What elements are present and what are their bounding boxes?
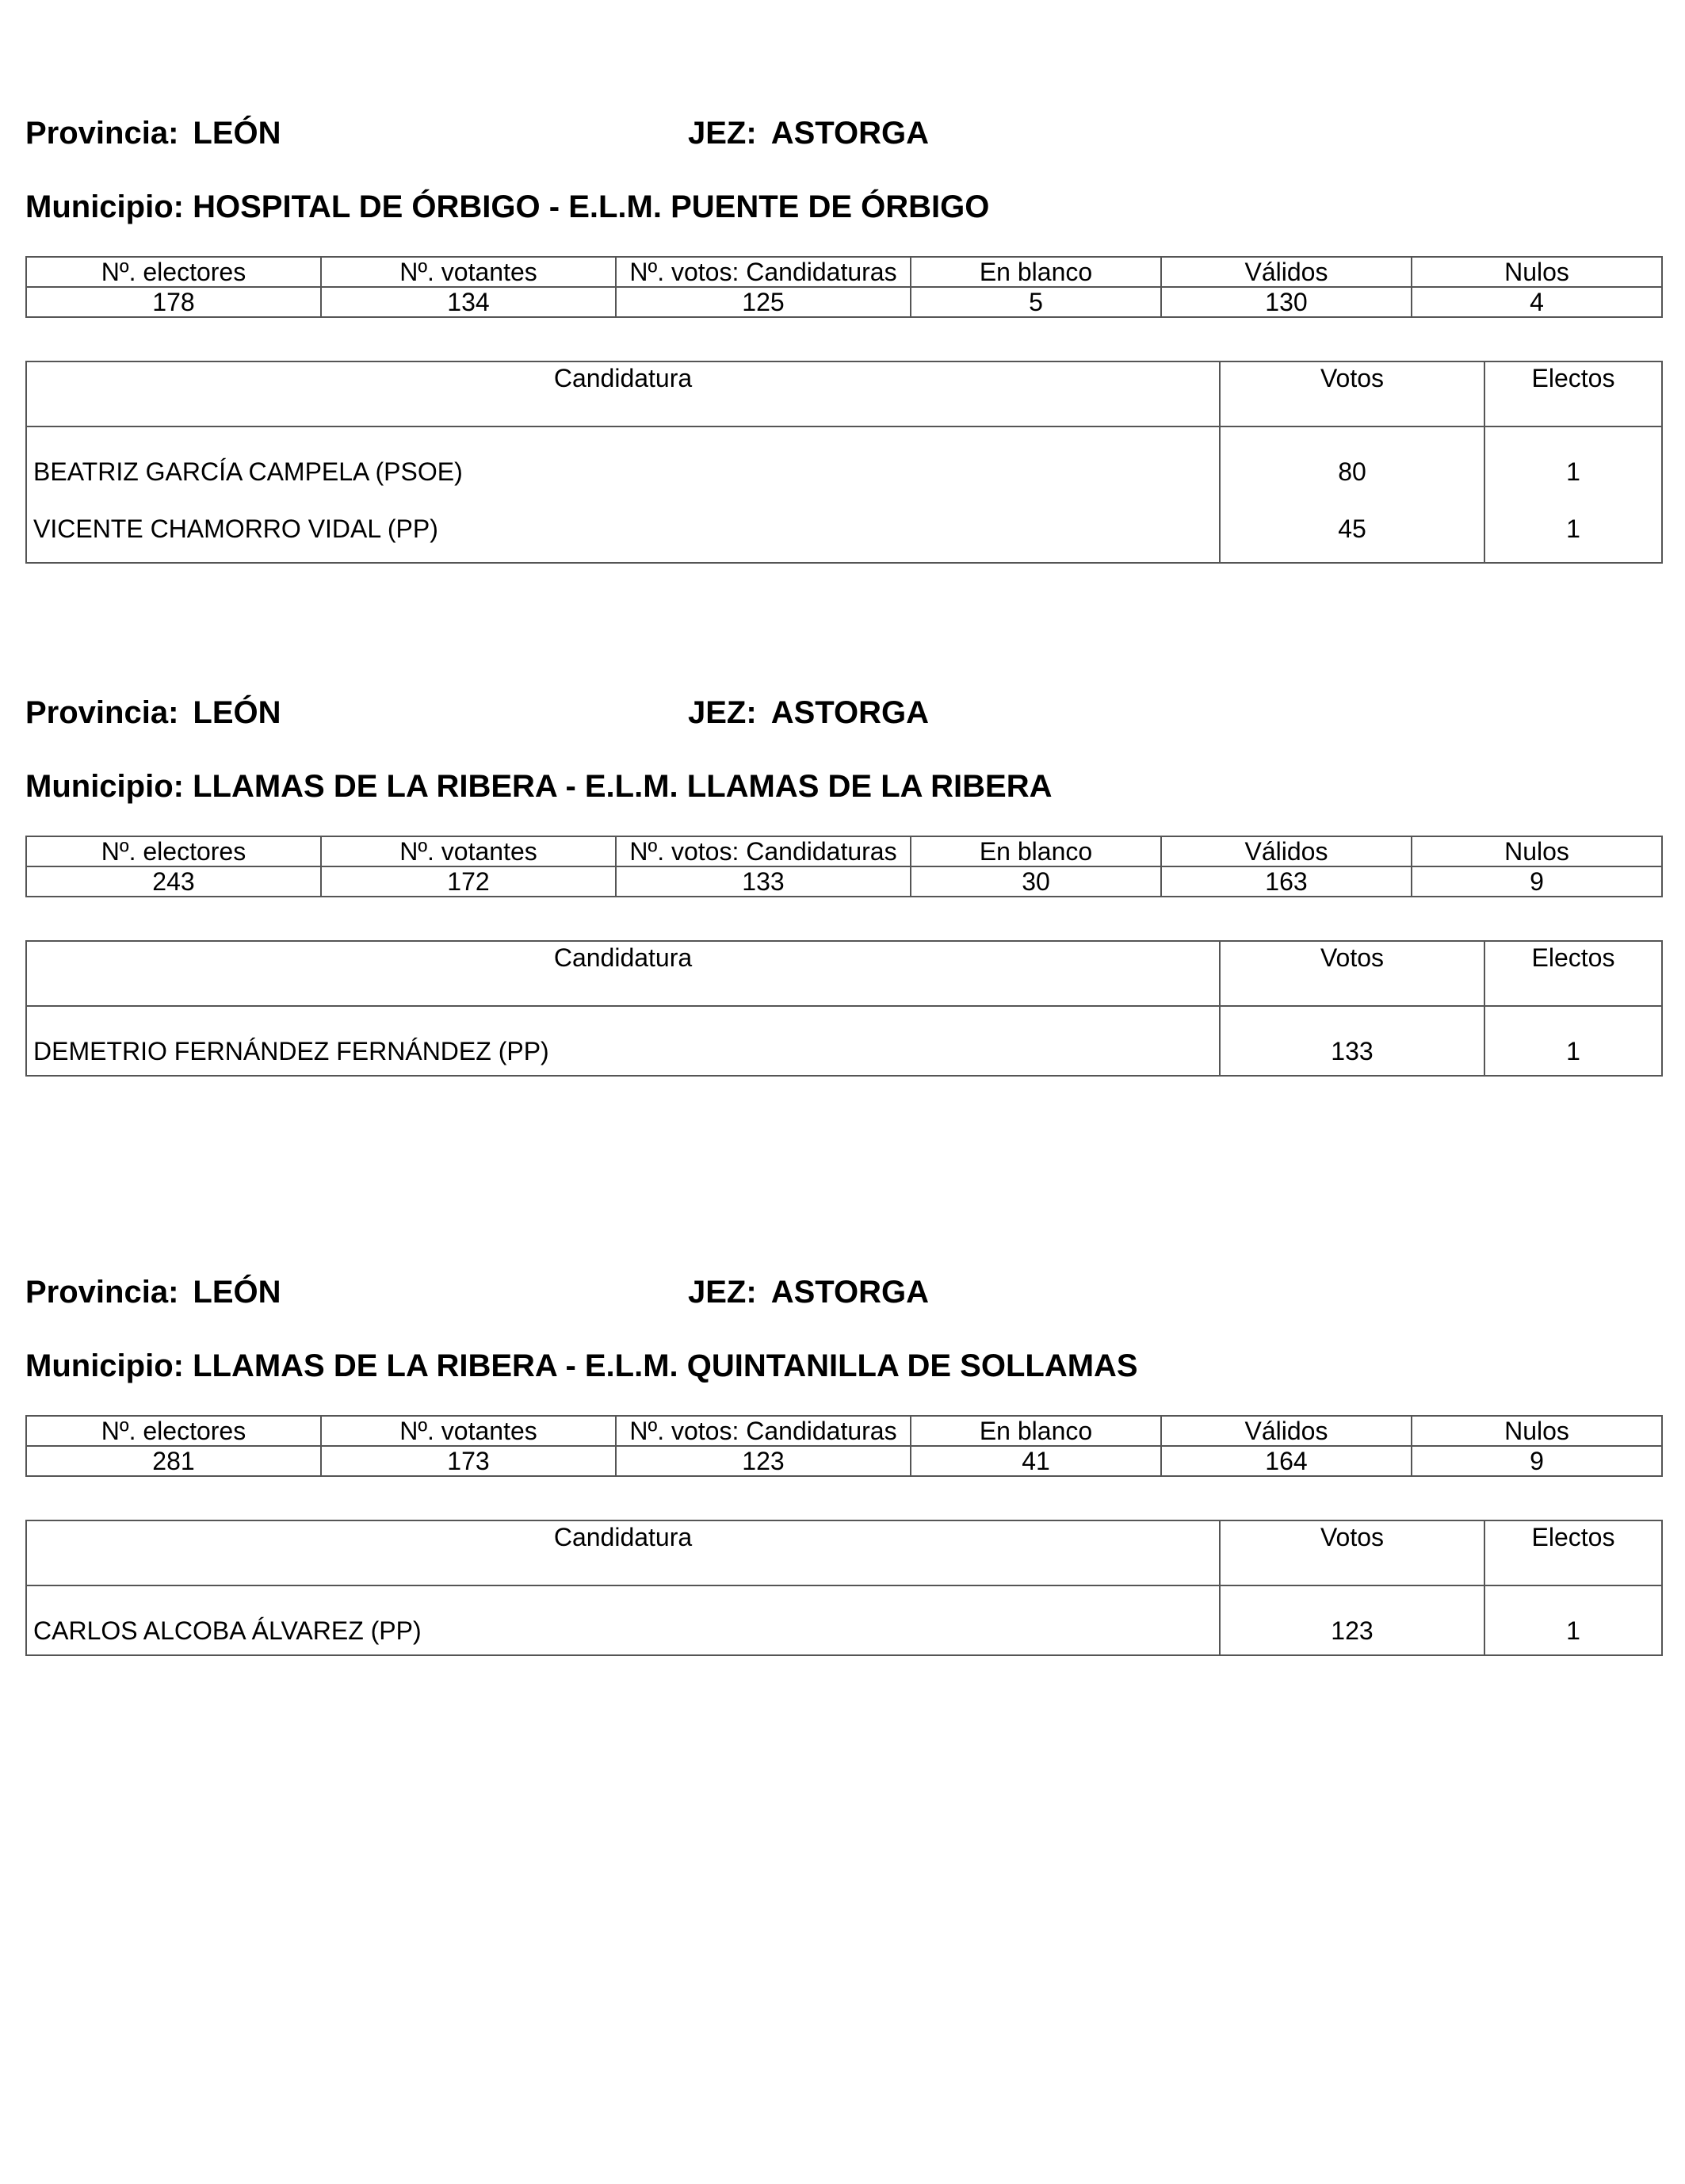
value-nulos: 4 xyxy=(1412,287,1662,317)
value-validos: 163 xyxy=(1161,866,1412,897)
value-votos-candidaturas: 133 xyxy=(616,866,911,897)
value-validos: 130 xyxy=(1161,287,1412,317)
header-votos-candidaturas: Nº. votos: Candidaturas xyxy=(616,1416,911,1446)
header-validos: Válidos xyxy=(1161,257,1412,287)
value-electores: 281 xyxy=(26,1446,321,1476)
municipio-value: HOSPITAL DE ÓRBIGO - E.L.M. PUENTE DE ÓRBIGO xyxy=(193,189,990,224)
header-candidatura: Candidatura xyxy=(26,361,1220,426)
jez-line xyxy=(688,1276,929,1308)
header-votos: Votos xyxy=(1220,941,1484,1006)
value-votantes: 173 xyxy=(321,1446,616,1476)
candidates-header-row xyxy=(26,941,1662,1006)
candidates-header-row xyxy=(26,361,1662,426)
provincia-value: LEÓN xyxy=(193,1275,281,1310)
candidates-table xyxy=(25,940,1663,1077)
provincia-line xyxy=(25,117,281,149)
value-votos-candidaturas: 125 xyxy=(616,287,911,317)
municipio-line xyxy=(25,1350,1138,1382)
value-en-blanco: 30 xyxy=(911,866,1161,897)
header-electores: Nº. electores xyxy=(26,836,321,866)
header-en-blanco: En blanco xyxy=(911,257,1161,287)
stats-table xyxy=(25,836,1663,897)
header-electos: Electos xyxy=(1484,941,1662,1006)
value-en-blanco: 41 xyxy=(911,1446,1161,1476)
candidate-votos: 123 xyxy=(1220,1585,1484,1655)
header-electos: Electos xyxy=(1484,361,1662,426)
municipio-value: LLAMAS DE LA RIBERA - E.L.M. QUINTANILLA DE SOLLAMAS xyxy=(193,1348,1138,1383)
header-en-blanco: En blanco xyxy=(911,1416,1161,1446)
header-electores: Nº. electores xyxy=(26,1416,321,1446)
provincia-label: Provincia: xyxy=(25,116,179,151)
candidates-header-row xyxy=(26,1520,1662,1585)
candidate-electos: 1 xyxy=(1484,495,1662,563)
header-electos: Electos xyxy=(1484,1520,1662,1585)
jez-label: JEZ: xyxy=(688,695,757,730)
table-row xyxy=(26,495,1662,563)
municipio-line xyxy=(25,771,1053,802)
value-electores: 178 xyxy=(26,287,321,317)
header-validos: Válidos xyxy=(1161,836,1412,866)
provincia-line xyxy=(25,697,281,729)
candidate-electos: 1 xyxy=(1484,426,1662,495)
municipio-value: LLAMAS DE LA RIBERA - E.L.M. LLAMAS DE LA RIBERA xyxy=(193,769,1053,804)
value-votantes: 134 xyxy=(321,287,616,317)
jez-value: ASTORGA xyxy=(770,695,929,730)
stats-header-row xyxy=(26,836,1662,866)
header-votos: Votos xyxy=(1220,361,1484,426)
provincia-label: Provincia: xyxy=(25,1275,179,1310)
provincia-line xyxy=(25,1276,281,1308)
jez-value: ASTORGA xyxy=(770,116,929,151)
candidates-table xyxy=(25,1520,1663,1656)
header-votos-candidaturas: Nº. votos: Candidaturas xyxy=(616,257,911,287)
value-nulos: 9 xyxy=(1412,1446,1662,1476)
stats-value-row xyxy=(26,1446,1662,1476)
candidate-votos: 133 xyxy=(1220,1006,1484,1076)
value-nulos: 9 xyxy=(1412,866,1662,897)
header-votantes: Nº. votantes xyxy=(321,836,616,866)
candidate-votos: 45 xyxy=(1220,495,1484,563)
candidate-votos: 80 xyxy=(1220,426,1484,495)
header-validos: Válidos xyxy=(1161,1416,1412,1446)
table-row xyxy=(26,1585,1662,1655)
provincia-value: LEÓN xyxy=(193,695,281,730)
header-votos-candidaturas: Nº. votos: Candidaturas xyxy=(616,836,911,866)
stats-table xyxy=(25,1415,1663,1477)
header-nulos: Nulos xyxy=(1412,257,1662,287)
value-votantes: 172 xyxy=(321,866,616,897)
municipio-label: Municipio: xyxy=(25,769,184,804)
stats-value-row xyxy=(26,287,1662,317)
candidates-table xyxy=(25,361,1663,564)
stats-header-row xyxy=(26,1416,1662,1446)
value-votos-candidaturas: 123 xyxy=(616,1446,911,1476)
header-candidatura: Candidatura xyxy=(26,1520,1220,1585)
candidate-electos: 1 xyxy=(1484,1006,1662,1076)
municipio-line xyxy=(25,191,989,223)
value-en-blanco: 5 xyxy=(911,287,1161,317)
stats-table xyxy=(25,256,1663,318)
header-electores: Nº. electores xyxy=(26,257,321,287)
table-row xyxy=(26,1006,1662,1076)
candidate-name: DEMETRIO FERNÁNDEZ FERNÁNDEZ (PP) xyxy=(26,1006,1220,1076)
header-nulos: Nulos xyxy=(1412,836,1662,866)
table-row xyxy=(26,426,1662,495)
stats-header-row xyxy=(26,257,1662,287)
header-en-blanco: En blanco xyxy=(911,836,1161,866)
jez-label: JEZ: xyxy=(688,1275,757,1310)
jez-label: JEZ: xyxy=(688,116,757,151)
municipio-label: Municipio: xyxy=(25,1348,184,1383)
value-validos: 164 xyxy=(1161,1446,1412,1476)
candidate-electos: 1 xyxy=(1484,1585,1662,1655)
value-electores: 243 xyxy=(26,866,321,897)
header-votos: Votos xyxy=(1220,1520,1484,1585)
candidate-name: VICENTE CHAMORRO VIDAL (PP) xyxy=(26,495,1220,563)
jez-line xyxy=(688,697,929,729)
municipio-label: Municipio: xyxy=(25,189,184,224)
header-votantes: Nº. votantes xyxy=(321,1416,616,1446)
candidate-name: BEATRIZ GARCÍA CAMPELA (PSOE) xyxy=(26,426,1220,495)
jez-value: ASTORGA xyxy=(770,1275,929,1310)
provincia-label: Provincia: xyxy=(25,695,179,730)
header-votantes: Nº. votantes xyxy=(321,257,616,287)
stats-value-row xyxy=(26,866,1662,897)
provincia-value: LEÓN xyxy=(193,116,281,151)
candidate-name: CARLOS ALCOBA ÁLVAREZ (PP) xyxy=(26,1585,1220,1655)
header-candidatura: Candidatura xyxy=(26,941,1220,1006)
header-nulos: Nulos xyxy=(1412,1416,1662,1446)
jez-line xyxy=(688,117,929,149)
